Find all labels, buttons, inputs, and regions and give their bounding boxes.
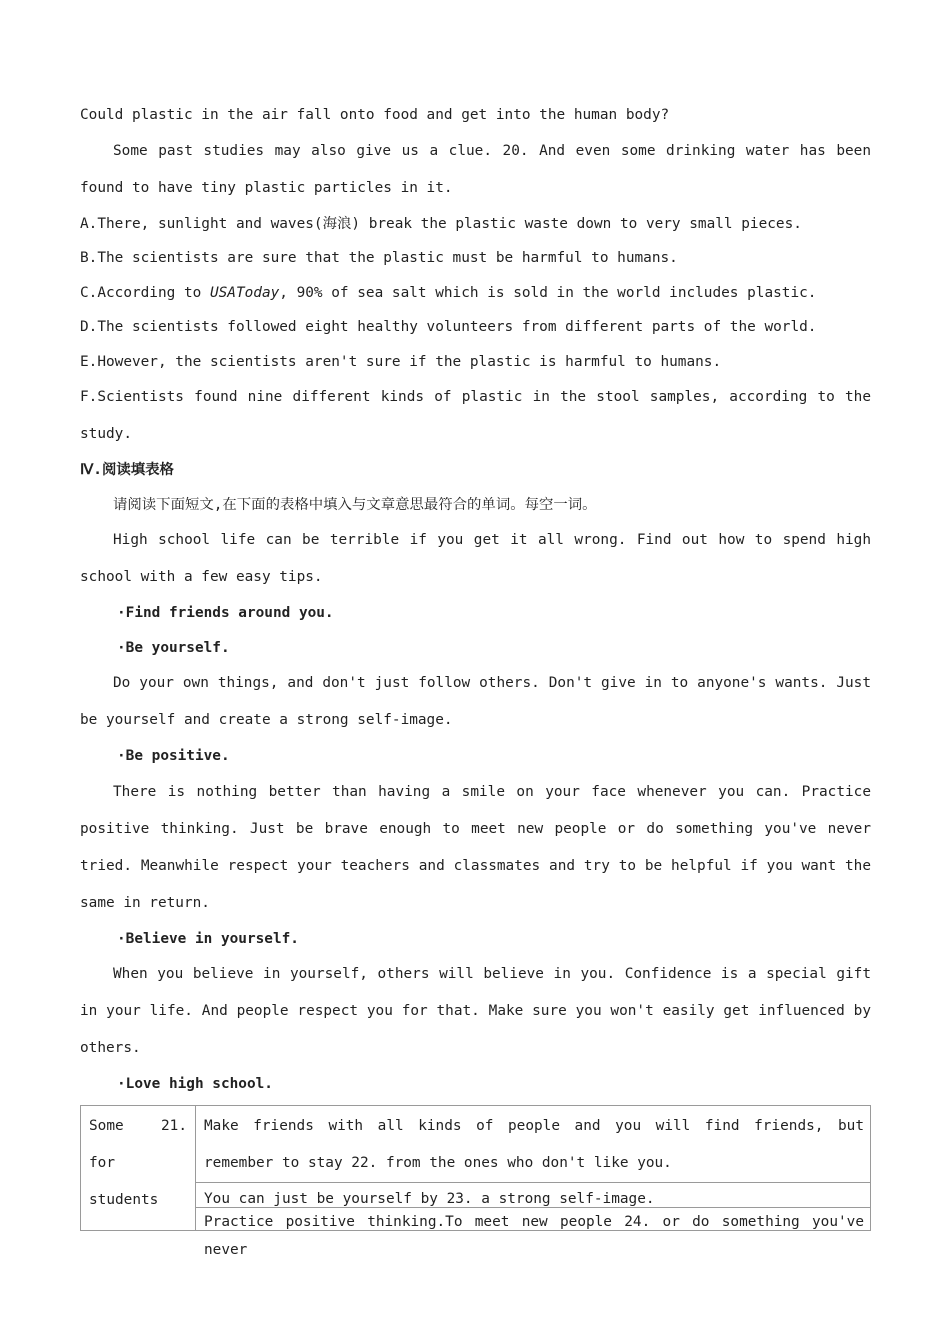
option-c-suffix: , 90% of sea salt which is sold in the world includes plastic.	[279, 284, 817, 301]
option-c-prefix: C.According to	[80, 284, 210, 301]
tip-paragraph-4: When you believe in yourself, others will believe in you. Confidence is a special gift in your life. And people respect you for that. Make sure you won't easily get influenced by others.	[80, 966, 871, 1056]
tip-heading-2: ·Be yourself.	[117, 639, 230, 656]
tip-paragraph-2: Do your own things, and don't just follow others. Don't give in to anyone's wants. Just be yourself and create a strong self-image.	[80, 675, 871, 728]
table-cell-row1: Make friends with all kinds of people and you will find friends, but remember to stay 22. from the ones who don't like you.	[196, 1105, 871, 1182]
table-row	[81, 1207, 871, 1230]
fill-in-table	[80, 1105, 871, 1258]
option-d: D.The scientists followed eight healthy volunteers from different parts of the world.	[80, 319, 817, 335]
table-header-cell: Some 21. for students	[81, 1105, 196, 1230]
option-c	[80, 276, 871, 311]
option-f: F.Scientists found nine different kinds of plastic in the stool samples, according to the study.	[80, 389, 871, 442]
intro-paragraph: High school life can be terrible if you get it all wrong. Find out how to spend high school with a few easy tips.	[80, 532, 871, 585]
option-e: E.However, the scientists aren't sure if the plastic is harmful to humans.	[80, 353, 722, 370]
tip-heading-4: ·Believe in yourself.	[117, 930, 299, 947]
passage-paragraph: Some past studies may also give us a clue. 20. And even some drinking water has been found to have tiny plastic particles in it.	[80, 142, 871, 196]
tip-heading-1: ·Find friends around you.	[117, 605, 334, 621]
table-cell-row2	[196, 1182, 871, 1207]
tip-heading-3: ·Be positive.	[117, 748, 230, 764]
tip-heading-5: ·Love high school.	[117, 1076, 273, 1092]
table-cell-row3	[196, 1207, 871, 1258]
table-cell-row3-text: Practice positive thinking.To meet new people 24. or do something you've never	[204, 1213, 864, 1258]
table-cell-row2-text: You can just be yourself by 23. a strong self-image.	[204, 1190, 655, 1207]
section-heading: Ⅳ.阅读填表格	[80, 462, 174, 478]
section-instruction: 请阅读下面短文,在下面的表格中填入与文章意思最符合的单词。每空一词。	[113, 496, 597, 513]
tip-paragraph-3: There is nothing better than having a smile on your face whenever you can. Practice positive thinking. Just be brave enough to meet new people or do something you've never tried. Meanwhile respect your teachers and classmates and try to be helpful if you want the same in return.	[80, 783, 871, 911]
option-b: B.The scientists are sure that the plastic must be harmful to humans.	[80, 250, 678, 266]
option-a: A.There, sunlight and waves(海浪) break the plastic waste down to very small pieces.	[80, 215, 802, 232]
table-row	[81, 1105, 871, 1182]
option-c-source: USAToday	[209, 284, 280, 301]
table-row	[81, 1182, 871, 1207]
document-page	[80, 98, 871, 1258]
passage-line: Could plastic in the air fall onto food and get into the human body?	[80, 107, 670, 123]
